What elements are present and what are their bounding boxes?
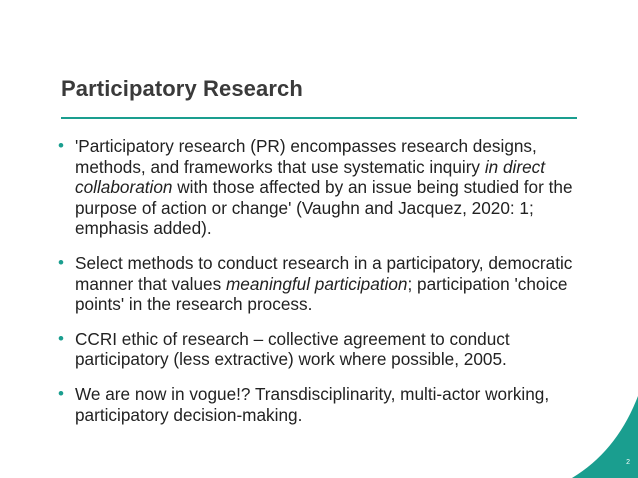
title-divider: [61, 117, 577, 119]
bullet-marker: •: [58, 383, 64, 403]
bullet-text: ; participation 'choice points' in the research process.: [75, 273, 568, 315]
slide-title: Participatory Research: [61, 76, 303, 101]
bullet-list: [58, 136, 588, 439]
bullet-text: We are now in vogue!? Transdisciplinarity, multi-actor working, participatory decision-making.: [75, 383, 550, 425]
bullet-emphasis: meaningful participation: [225, 273, 408, 294]
bullet-item-3: [58, 329, 588, 370]
bullet-item-1: [58, 136, 588, 239]
bullet-item-2: [58, 253, 588, 315]
bullet-text: 'Participatory research (PR) encompasses research designs, methods, and frameworks that use systematic inquiry: [75, 136, 537, 177]
bullet-marker: •: [58, 328, 64, 348]
bullet-text: with those affected by an issue being studied for the purpose of action or change' (Vaughn and Jacquez, 2020: 1; emphasis added).: [75, 177, 573, 239]
bullet-text: CCRI ethic of research – collective agreement to conduct participatory (less extractive) work where possible, 2005.: [75, 328, 510, 370]
page-number: 2: [626, 459, 630, 466]
bullet-text: Select methods to conduct research in a participatory, democratic manner that values: [75, 252, 573, 294]
bullet-item-4: [58, 384, 588, 425]
bullet-marker: •: [58, 136, 64, 155]
bullet-marker: •: [58, 252, 64, 272]
bullet-emphasis: in direct collaboration: [75, 156, 545, 198]
